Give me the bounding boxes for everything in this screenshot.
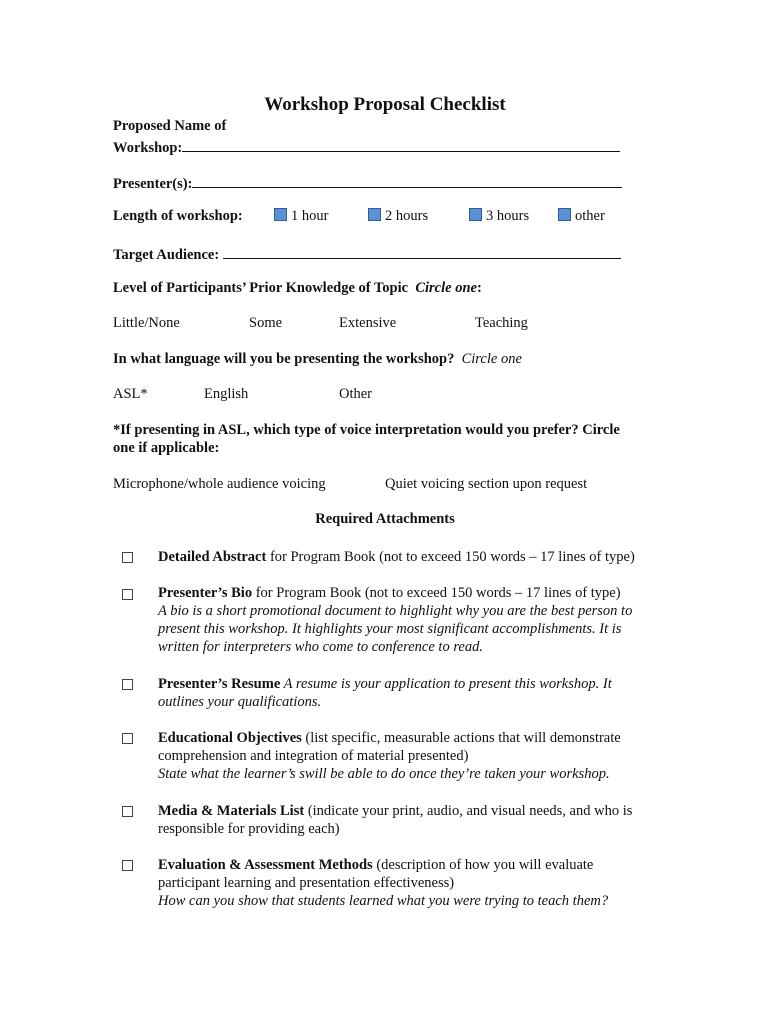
length-option-label: 2 hours (385, 208, 429, 224)
length-option-4[interactable] (558, 208, 605, 225)
length-option-3[interactable] (469, 208, 529, 225)
length-option-label: other (575, 208, 605, 224)
length-option-label: 3 hours (486, 208, 530, 224)
attachment-note: A bio is a short promotional document to highlight why you are the best person to (158, 603, 633, 619)
checkbox-icon[interactable] (469, 208, 482, 221)
checkbox-icon[interactable] (368, 208, 381, 221)
attachment-checkbox-abstract[interactable] (122, 552, 133, 563)
presenters-label: Presenter(s): (113, 176, 193, 192)
proposed-name-label-line1: Proposed Name of (113, 118, 227, 134)
attachment-text: (indicate your print, audio, and visual needs, and who is (304, 803, 633, 819)
proposed-name-field-row (113, 137, 620, 157)
attachment-text: for Program Book (not to exceed 150 words – 17 lines of type) (266, 549, 635, 565)
attachment-text: (list specific, measurable actions that will demonstrate (301, 730, 621, 746)
interpretation-option-microphone[interactable]: Microphone/whole audience voicing (113, 476, 326, 492)
attachment-item-objectives (158, 729, 621, 783)
attachment-item-abstract (158, 548, 635, 566)
attachment-checkbox-resume[interactable] (122, 679, 133, 690)
attachment-checkbox-evaluation[interactable] (122, 860, 133, 871)
target-audience-label: Target Audience: (113, 247, 220, 263)
prior-knowledge-option-1[interactable]: Little/None (113, 315, 180, 331)
prior-knowledge-instruction: Circle one (415, 280, 477, 296)
target-audience-field-row (113, 244, 621, 264)
prior-knowledge-colon: : (476, 280, 482, 296)
attachment-text: comprehension and integration of material presented) (158, 748, 469, 764)
language-question: In what language will you be presenting the workshop? (113, 351, 455, 367)
checkbox-icon[interactable] (558, 208, 571, 221)
interpretation-question-line1: *If presenting in ASL, which type of voice interpretation would you prefer? Circle (113, 422, 620, 438)
prior-knowledge-option-2[interactable]: Some (249, 315, 283, 331)
page-title: Workshop Proposal Checklist (264, 94, 506, 115)
checkbox-icon[interactable] (274, 208, 287, 221)
attachment-item-media (158, 802, 632, 838)
attachment-note: outlines your qualifications. (158, 694, 322, 710)
attachment-name: Presenter’s Resume (158, 676, 281, 692)
presenters-field-row (113, 173, 622, 193)
interpretation-question-line2: one if applicable: (113, 440, 220, 456)
attachment-name: Educational Objectives (158, 730, 302, 746)
length-option-label: 1 hour (291, 208, 329, 224)
attachment-text: for Program Book (not to exceed 150 words – 17 lines of type) (252, 585, 621, 601)
attachment-text: responsible for providing each) (158, 821, 340, 837)
language-instruction: Circle one (461, 351, 522, 367)
prior-knowledge-question (113, 280, 482, 297)
attachments-heading: Required Attachments (315, 511, 455, 527)
proposed-name-label-line2: Workshop: (113, 140, 183, 156)
attachment-note: written for interpreters who come to conference to read. (158, 639, 483, 655)
presenters-input-line[interactable] (192, 173, 622, 188)
attachment-note: How can you show that students learned what you were trying to teach them? (158, 893, 609, 909)
attachment-note: A resume is your application to present this workshop. It (280, 676, 612, 692)
attachment-name: Media & Materials List (158, 803, 305, 819)
length-option-1[interactable] (274, 208, 328, 225)
language-option-english[interactable]: English (204, 386, 249, 402)
target-audience-input-line[interactable] (223, 244, 621, 259)
attachment-note: State what the learner’s swill be able to do once they’re taken your workshop. (158, 766, 610, 782)
attachment-name: Presenter’s Bio (158, 585, 253, 601)
attachment-text: (description of how you will evaluate (372, 857, 594, 873)
attachment-checkbox-bio[interactable] (122, 589, 133, 600)
attachment-name: Evaluation & Assessment Methods (158, 857, 373, 873)
attachment-item-resume (158, 675, 612, 711)
language-option-asl[interactable]: ASL* (113, 386, 148, 402)
interpretation-option-quiet[interactable]: Quiet voicing section upon request (385, 476, 588, 492)
length-label: Length of workshop: (113, 208, 243, 224)
attachment-item-bio (158, 584, 632, 656)
attachment-note: present this workshop. It highlights your most significant accomplishments. It is (158, 621, 622, 637)
attachment-text: participant learning and presentation effectiveness) (158, 875, 455, 891)
attachment-item-evaluation (158, 856, 608, 910)
length-option-2[interactable] (368, 208, 428, 225)
proposed-name-input-line[interactable] (182, 137, 620, 152)
prior-knowledge-option-3[interactable]: Extensive (339, 315, 397, 331)
attachment-checkbox-objectives[interactable] (122, 733, 133, 744)
attachment-name: Detailed Abstract (158, 549, 267, 565)
language-option-other[interactable]: Other (339, 386, 373, 402)
attachment-checkbox-media[interactable] (122, 806, 133, 817)
prior-knowledge-option-4[interactable]: Teaching (475, 315, 528, 331)
prior-knowledge-label: Level of Participants’ Prior Knowledge of Topic (113, 280, 409, 296)
language-question-row (113, 351, 522, 368)
